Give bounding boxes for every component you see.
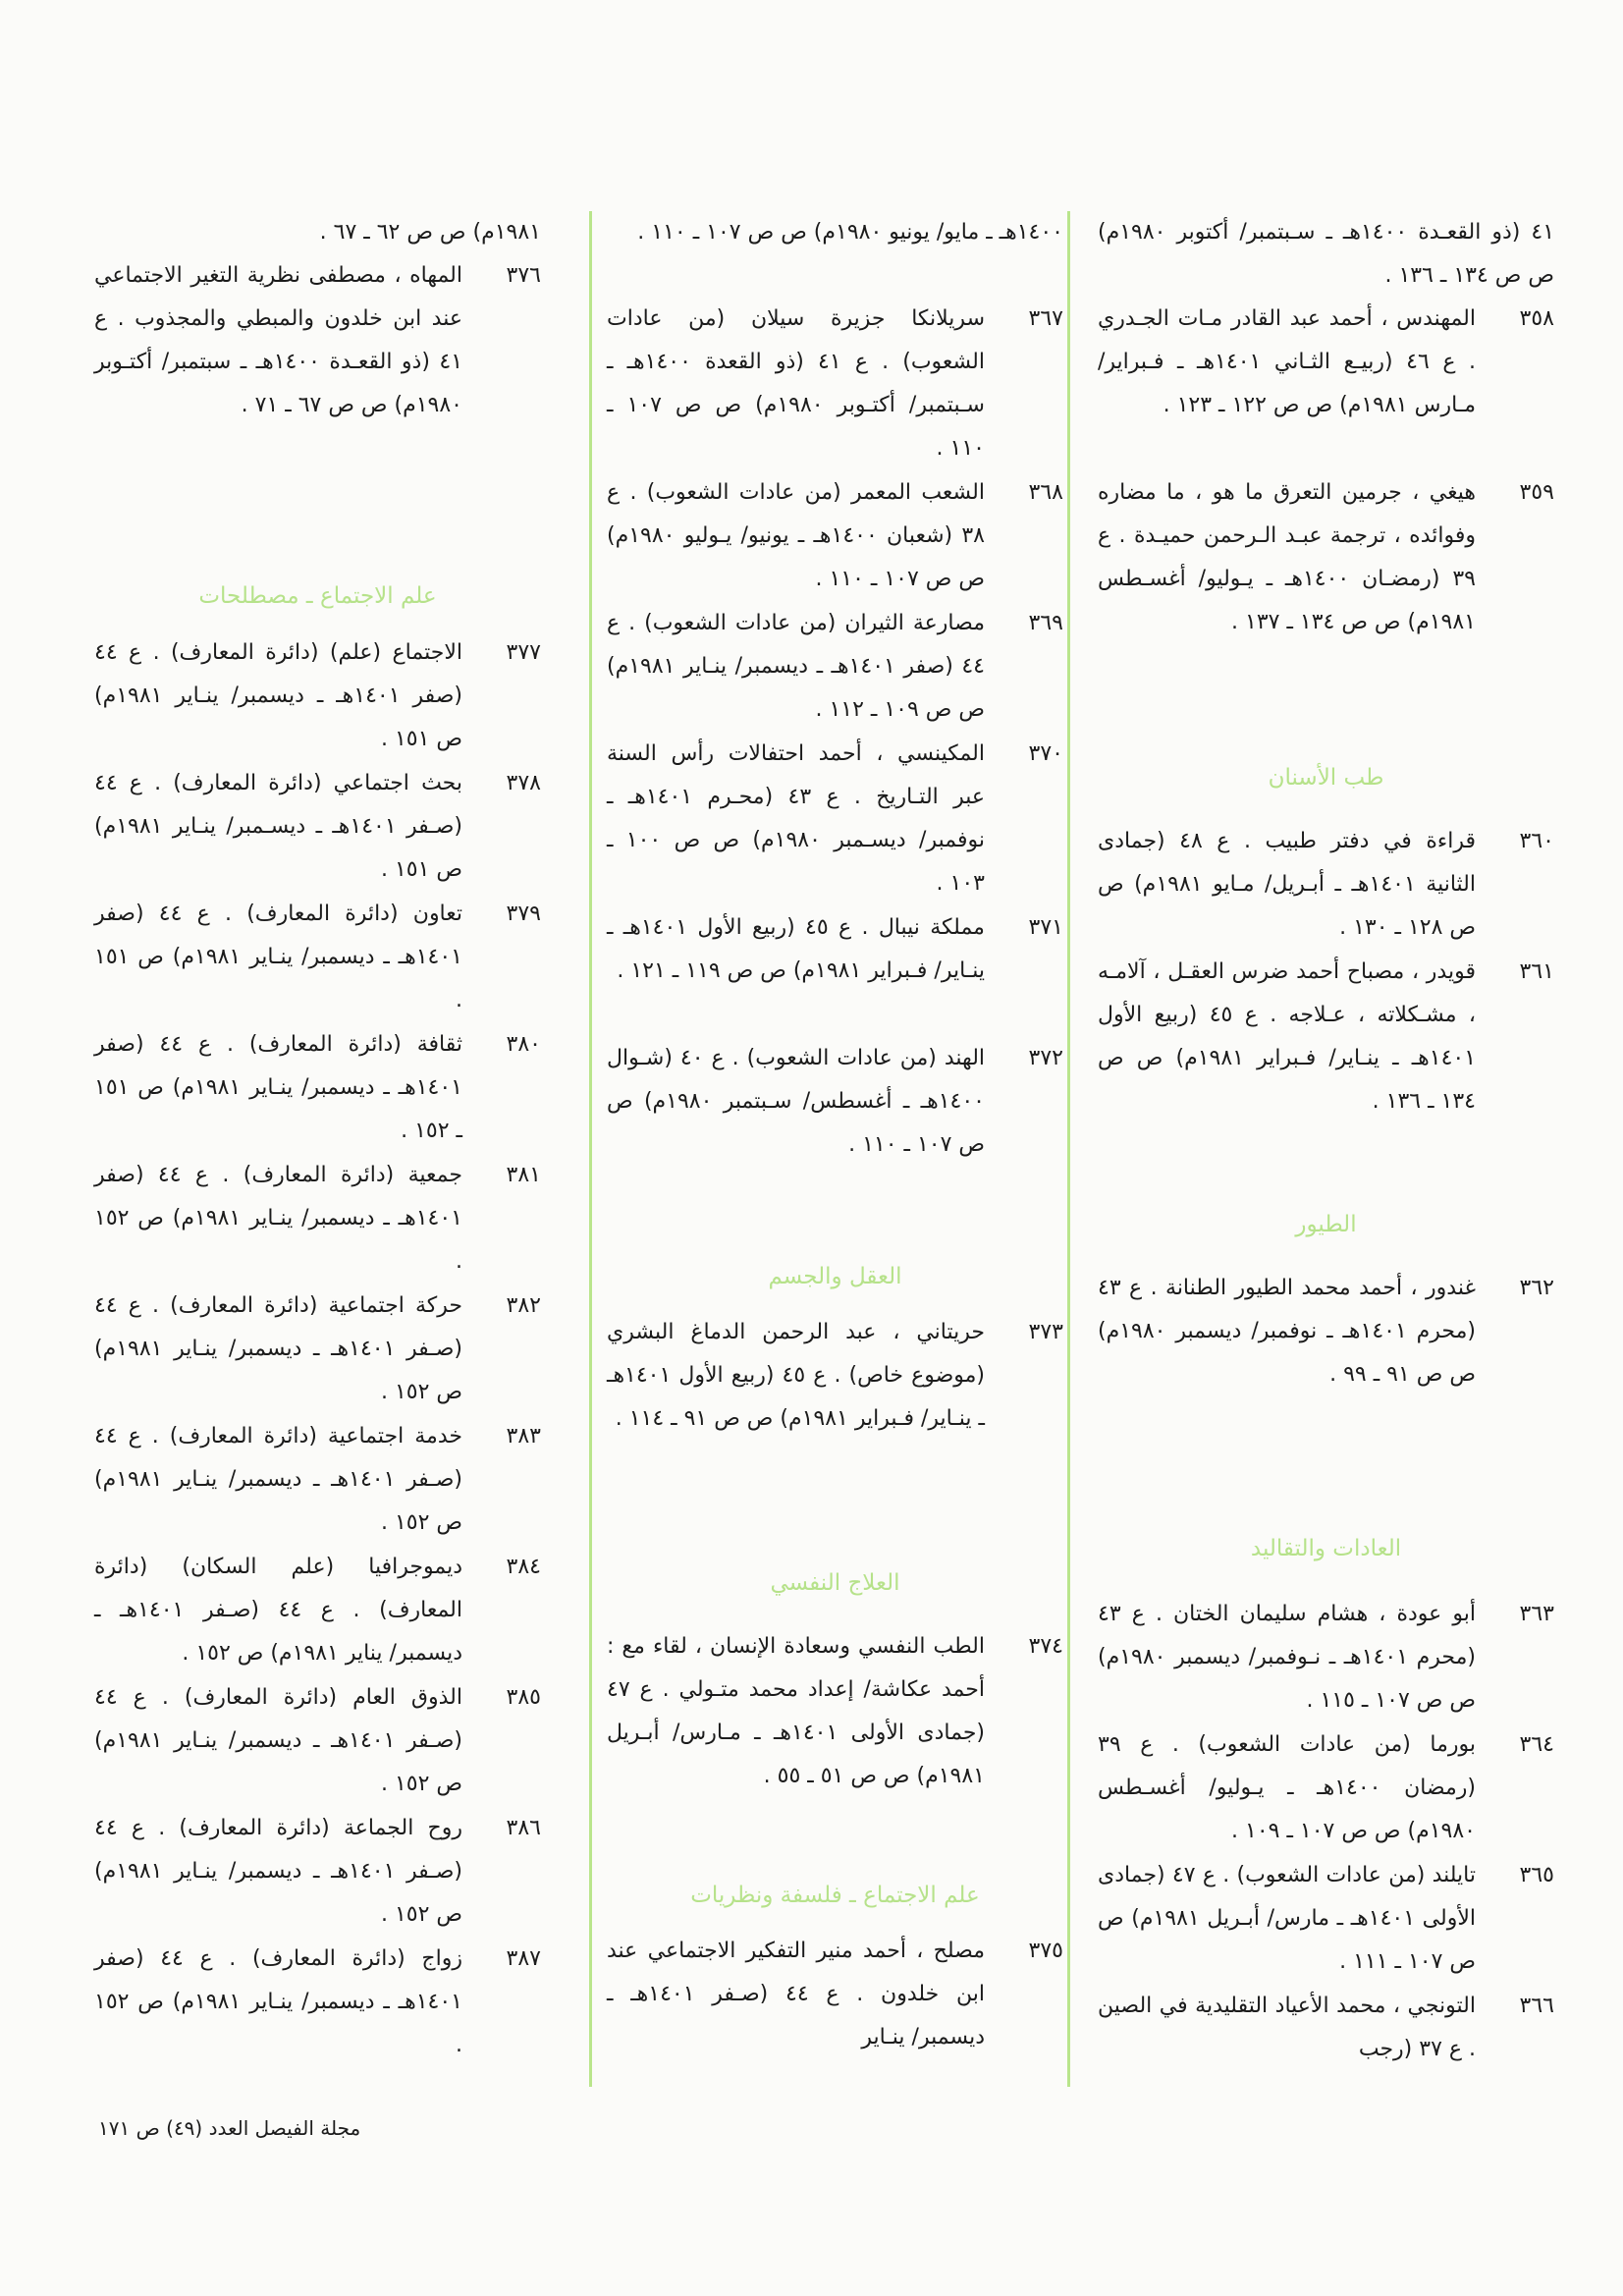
entry-text: قويدر ، مصباح أحمد ضرس العقـل ، آلامـه ، مشـكلاته ، عـلاجه . ع ٤٥ (ربيع الأول ١٤٠١هـ ـ ينـاير/ فـبراير ١٩٨١م) ص ص ١٣٤ ـ ١٣٦ . (1098, 959, 1477, 1114)
index-entry (1098, 1854, 1554, 1984)
entry-text: خدمة اجتماعية (دائرة المعارف) . ع ٤٤ (صـفر ١٤٠١هـ ـ ديسمبر/ ينـاير ١٩٨١م) ص ١٥٢ . (94, 1424, 462, 1535)
entry-number: ٣٨٥ (506, 1685, 541, 1710)
entry-text: المهندس ، أحمد عبد القادر مـات الجـدري . ع ٤٦ (ربيـع الثـاني ١٤٠١هـ ـ فـبراير/ مـارس ١٩٨١م) ص ص ١٢٢ ـ ١٢٣ . (1098, 306, 1476, 417)
entry-number: ٣٨١ (506, 1163, 541, 1187)
index-entry (94, 762, 541, 892)
index-entry (1098, 471, 1554, 644)
index-entry (94, 631, 541, 761)
continuation-entry (94, 211, 541, 254)
section-heading: علم الاجتماع ـ مصطلحات (198, 583, 437, 609)
entry-text: زواج (دائرة المعارف) . ع ٤٤ (صفر ١٤٠١هـ ـ ديسمبر/ ينـاير ١٩٨١م) ص ١٥٢ . (94, 1946, 462, 2057)
entry-text: التونجي ، محمد الأعياد التقليدية في الصين . ع ٣٧ (رجب (1098, 1994, 1476, 2061)
entry-number: ٣٦٦ (1519, 1994, 1554, 2018)
entry-number: ٣٧٨ (506, 771, 541, 795)
index-entry (1098, 1723, 1554, 1853)
entry-text: بحث اجتماعي (دائرة المعارف) . ع ٤٤ (صـفر ١٤٠١هـ ـ ديسـمبر/ ينـاير ١٩٨١م) ص ١٥١ . (94, 771, 462, 882)
entry-number: ٣٧٥ (1028, 1939, 1063, 1963)
index-entry (94, 1415, 541, 1545)
entry-text: ١٩٨١م) ص ص ٦٢ ـ ٦٧ . (319, 220, 541, 245)
entry-text: مصارعة الثيران (من عادات الشعوب) . ع ٤٤ (صفر ١٤٠١هـ ـ ديسمبر/ ينـاير ١٩٨١م) ص ص ١٠٩ ـ ١١٢ . (607, 611, 985, 722)
entry-number: ٣٧٦ (506, 263, 541, 288)
column-divider-right (1067, 211, 1070, 2087)
section-heading: طب الأسنان (1268, 765, 1384, 791)
entry-number: ٣٦١ (1519, 959, 1554, 984)
entry-text: جمعية (دائرة المعارف) . ع ٤٤ (صفر ١٤٠١هـ ـ ديسمبر/ ينـاير ١٩٨١م) ص ١٥٢ . (94, 1163, 462, 1274)
entry-text: قراءة في دفتر طبيب . ع ٤٨ (جمادى الثانية ١٤٠١هـ ـ أبـريل/ مـايو ١٩٨١م) ص ص ١٢٨ ـ ١٣٠ . (1098, 829, 1476, 940)
entry-text: المهاه ، مصطفى نظرية التغير الاجتماعي عند ابن خلدون والمبطي والمجذوب . ع ٤١ (ذو القعـدة ١٤٠٠هـ ـ سبتمبر/ أكتـوبر ١٩٨٠م) ص ص ٦٧ ـ ٧١ . (94, 263, 463, 417)
entry-text: أبو عودة ، هشام سليمان الختان . ع ٤٣ (محرم ١٤٠١هـ ـ نـوفمبر/ ديسمبر ١٩٨٠م) ص ص ١٠٧ ـ ١١٥ . (1098, 1602, 1476, 1713)
index-entry (94, 1938, 541, 2067)
page-footer: مجلة الفيصل العدد (٤٩) ص ١٧١ (98, 2116, 361, 2140)
index-entry (607, 906, 1063, 993)
entry-number: ٣٧٠ (1028, 741, 1063, 766)
entry-number: ٣٥٨ (1519, 306, 1554, 331)
entry-text: الهند (من عادات الشعوب) . ع ٤٠ (شـوال ١٤٠٠هـ ـ أغسطس/ سـبتمبر ١٩٨٠م) ص ص ١٠٧ ـ ١١٠ . (607, 1046, 986, 1157)
index-entry (1098, 1593, 1554, 1722)
entry-number: ٣٨٠ (506, 1032, 541, 1057)
index-entry (94, 1023, 541, 1153)
index-entry (94, 1807, 541, 1937)
entry-number: ٣٦٥ (1519, 1863, 1554, 1887)
entry-number: ٣٦٩ (1028, 611, 1063, 635)
entry-number: ٣٦٤ (1519, 1732, 1554, 1757)
entry-text: ديموجرافيا (علم السكان) (دائرة المعارف) . ع ٤٤ (صـفر ١٤٠١هـ ـ ديسمبر/ يناير ١٩٨١م) ص ١٥٢ . (94, 1555, 462, 1666)
entry-number: ٣٦٢ (1519, 1276, 1554, 1300)
index-entry (94, 1546, 541, 1675)
entry-number: ٣٨٧ (506, 1946, 541, 1971)
entry-text: مملكة نيبال . ع ٤٥ (ربيع الأول ١٤٠١هـ ـ ينـاير/ فـبراير ١٩٨١م) ص ص ١١٩ ـ ١٢١ . (607, 915, 985, 983)
entry-text: غندور ، أحمد محمد الطيور الطنانة . ع ٤٣ (محرم ١٤٠١هـ ـ نوفمبر/ ديسمبر ١٩٨٠م) ص ص ٩١ ـ ٩٩ . (1098, 1276, 1477, 1387)
entry-number: ٣٨٦ (506, 1816, 541, 1840)
entry-text: هيغي ، جرمين التعرق ما هو ، ما مضاره وفوائده ، ترجمة عبـد الـرحمن حميـدة . ع ٣٩ (رمضـان ١٤٠٠هـ ـ يـوليو/ أغسـطس ١٩٨١م) ص ص ١٣٤ ـ ١٣٧ . (1098, 480, 1476, 634)
entry-number: ٣٦٣ (1519, 1602, 1554, 1626)
entry-text: ثقافة (دائرة المعارف) . ع ٤٤ (صفر ١٤٠١هـ ـ ديسمبر/ ينـاير ١٩٨١م) ص ١٥١ ـ ١٥٢ . (94, 1032, 462, 1143)
index-entry (607, 298, 1063, 470)
entry-text: مصلح ، أحمد منير التفكير الاجتماعي عند ابن خلدون . ع ٤٤ (صـفر ١٤٠١هـ ـ ديسمبر/ ينـاير (607, 1939, 985, 2050)
entry-number: ٣٧٧ (506, 640, 541, 665)
entry-number: ٣٧١ (1028, 915, 1063, 940)
entry-text: الاجتماع (علم) (دائرة المعارف) . ع ٤٤ (صفر ١٤٠١هـ ـ ديسمبر/ ينـاير ١٩٨١م) ص ١٥١ . (94, 640, 462, 751)
section-heading: العقل والجسم (768, 1264, 902, 1289)
entry-number: ٣٦٠ (1519, 829, 1554, 853)
entry-number: ٣٨٢ (506, 1293, 541, 1318)
index-entry (607, 471, 1063, 601)
entry-number: ٣٨٤ (506, 1555, 541, 1579)
entry-number: ٣٧٢ (1028, 1046, 1063, 1070)
entry-text: بورما (من عادات الشعوب) . ع ٣٩ (رمضان ١٤٠٠هـ ـ يـوليو/ أغسـطس ١٩٨٠م) ص ص ١٠٧ ـ ١٠٩ . (1098, 1732, 1476, 1843)
index-entry (607, 1930, 1063, 2059)
entry-number: ٣٧٩ (506, 902, 541, 926)
continuation-entry (607, 211, 1063, 254)
entry-text: حركة اجتماعية (دائرة المعارف) . ع ٤٤ (صـفر ١٤٠١هـ ـ ديسمبر/ ينـاير ١٩٨١م) ص ١٥٢ . (94, 1293, 462, 1404)
section-heading: العلاج النفسي (770, 1570, 900, 1596)
entry-text: المكينسي ، أحمد احتفالات رأس السنة عبر التـاريخ . ع ٤٣ (محـرم ١٤٠١هـ ـ نوفمبر/ ديسـمبر ١٩٨٠م) ص ص ١٠٠ ـ ١٠٣ . (607, 741, 985, 896)
entry-text: سريلانكا جزيرة سيلان (من عادات الشعوب) . ع ٤١ (ذو القعدة ١٤٠٠هـ ـ سـبتمبر/ أكتـوبر ١٩٨٠م) ص ص ١٠٧ ـ ١١٠ . (607, 306, 985, 461)
section-heading: الطيور (1295, 1212, 1357, 1237)
entry-number: ٣٨٣ (506, 1424, 541, 1449)
index-entry (607, 1625, 1063, 1798)
continuation-entry (1098, 211, 1554, 298)
entry-text: الشعب المعمر (من عادات الشعوب) . ع ٣٨ (شعبان ١٤٠٠هـ ـ يونيو/ يـوليو ١٩٨٠م) ص ص ١٠٧ ـ ١١٠ . (607, 480, 985, 591)
index-entry (607, 1311, 1063, 1441)
entry-number: ٣٥٩ (1519, 480, 1554, 505)
entry-text: روح الجماعة (دائرة المعارف) . ع ٤٤ (صـفر ١٤٠١هـ ـ ديسمبر/ ينـاير ١٩٨١م) ص ١٥٢ . (94, 1816, 462, 1927)
entry-text: الذوق العام (دائرة المعارف) . ع ٤٤ (صـفر ١٤٠١هـ ـ ديسمبر/ ينـاير ١٩٨١م) ص ١٥٢ . (94, 1685, 462, 1796)
entry-number: ٣٧٣ (1028, 1320, 1063, 1344)
entry-text: تايلند (من عادات الشعوب) . ع ٤٧ (جمادى الأولى ١٤٠١هـ ـ مارس/ أبـريل ١٩٨١م) ص ص ١٠٧ ـ ١١١ . (1098, 1863, 1476, 1974)
section-heading: العادات والتقاليد (1250, 1536, 1402, 1561)
entry-number: ٣٦٧ (1028, 306, 1063, 331)
entry-number: ٣٦٨ (1028, 480, 1063, 505)
index-entry (1098, 951, 1554, 1123)
index-entry (1098, 1985, 1554, 2071)
index-entry (607, 733, 1063, 905)
index-entry (94, 893, 541, 1022)
index-entry (94, 1285, 541, 1414)
index-entry (1098, 1267, 1554, 1396)
entry-text: ١٤٠٠هـ ـ مايو/ يونيو ١٩٨٠م) ص ص ١٠٧ ـ ١١٠ . (637, 220, 1063, 245)
index-entry (1098, 820, 1554, 950)
index-entry (1098, 298, 1554, 427)
column-divider-left (589, 211, 592, 2087)
entry-number: ٣٧٤ (1028, 1634, 1063, 1659)
entry-text: الطب النفسي وسعادة الإنسان ، لقاء مع : أحمد عكاشة/ إعداد محمد متـولي . ع ٤٧ (جمادى الأولى ١٤٠١هـ ـ مـارس/ أبـريل ١٩٨١م) ص ص ٥١ ـ ٥٥ . (607, 1634, 985, 1788)
index-entry (607, 1037, 1063, 1167)
section-heading: علم الاجتماع ـ فلسفة ونظريات (690, 1883, 980, 1908)
index-entry (94, 254, 541, 427)
index-entry (94, 1154, 541, 1284)
entry-text: حريتاني ، عبد الرحمن الدماغ البشري (موضوع خاص) . ع ٤٥ (ربيع الأول ١٤٠١هـ ـ ينـاير/ فـبراير ١٩٨١م) ص ص ٩١ ـ ١١٤ . (607, 1320, 985, 1431)
index-entry (607, 602, 1063, 732)
entry-text: تعاون (دائرة المعارف) . ع ٤٤ (صفر ١٤٠١هـ ـ ديسمبر/ ينـاير ١٩٨١م) ص ١٥١ . (94, 902, 463, 1012)
entry-text: ٤١ (ذو القعـدة ١٤٠٠هـ ـ سـبتمبر/ أكتوبر ١٩٨٠م) ص ص ١٣٤ ـ ١٣٦ . (1098, 220, 1555, 288)
index-entry (94, 1676, 541, 1806)
